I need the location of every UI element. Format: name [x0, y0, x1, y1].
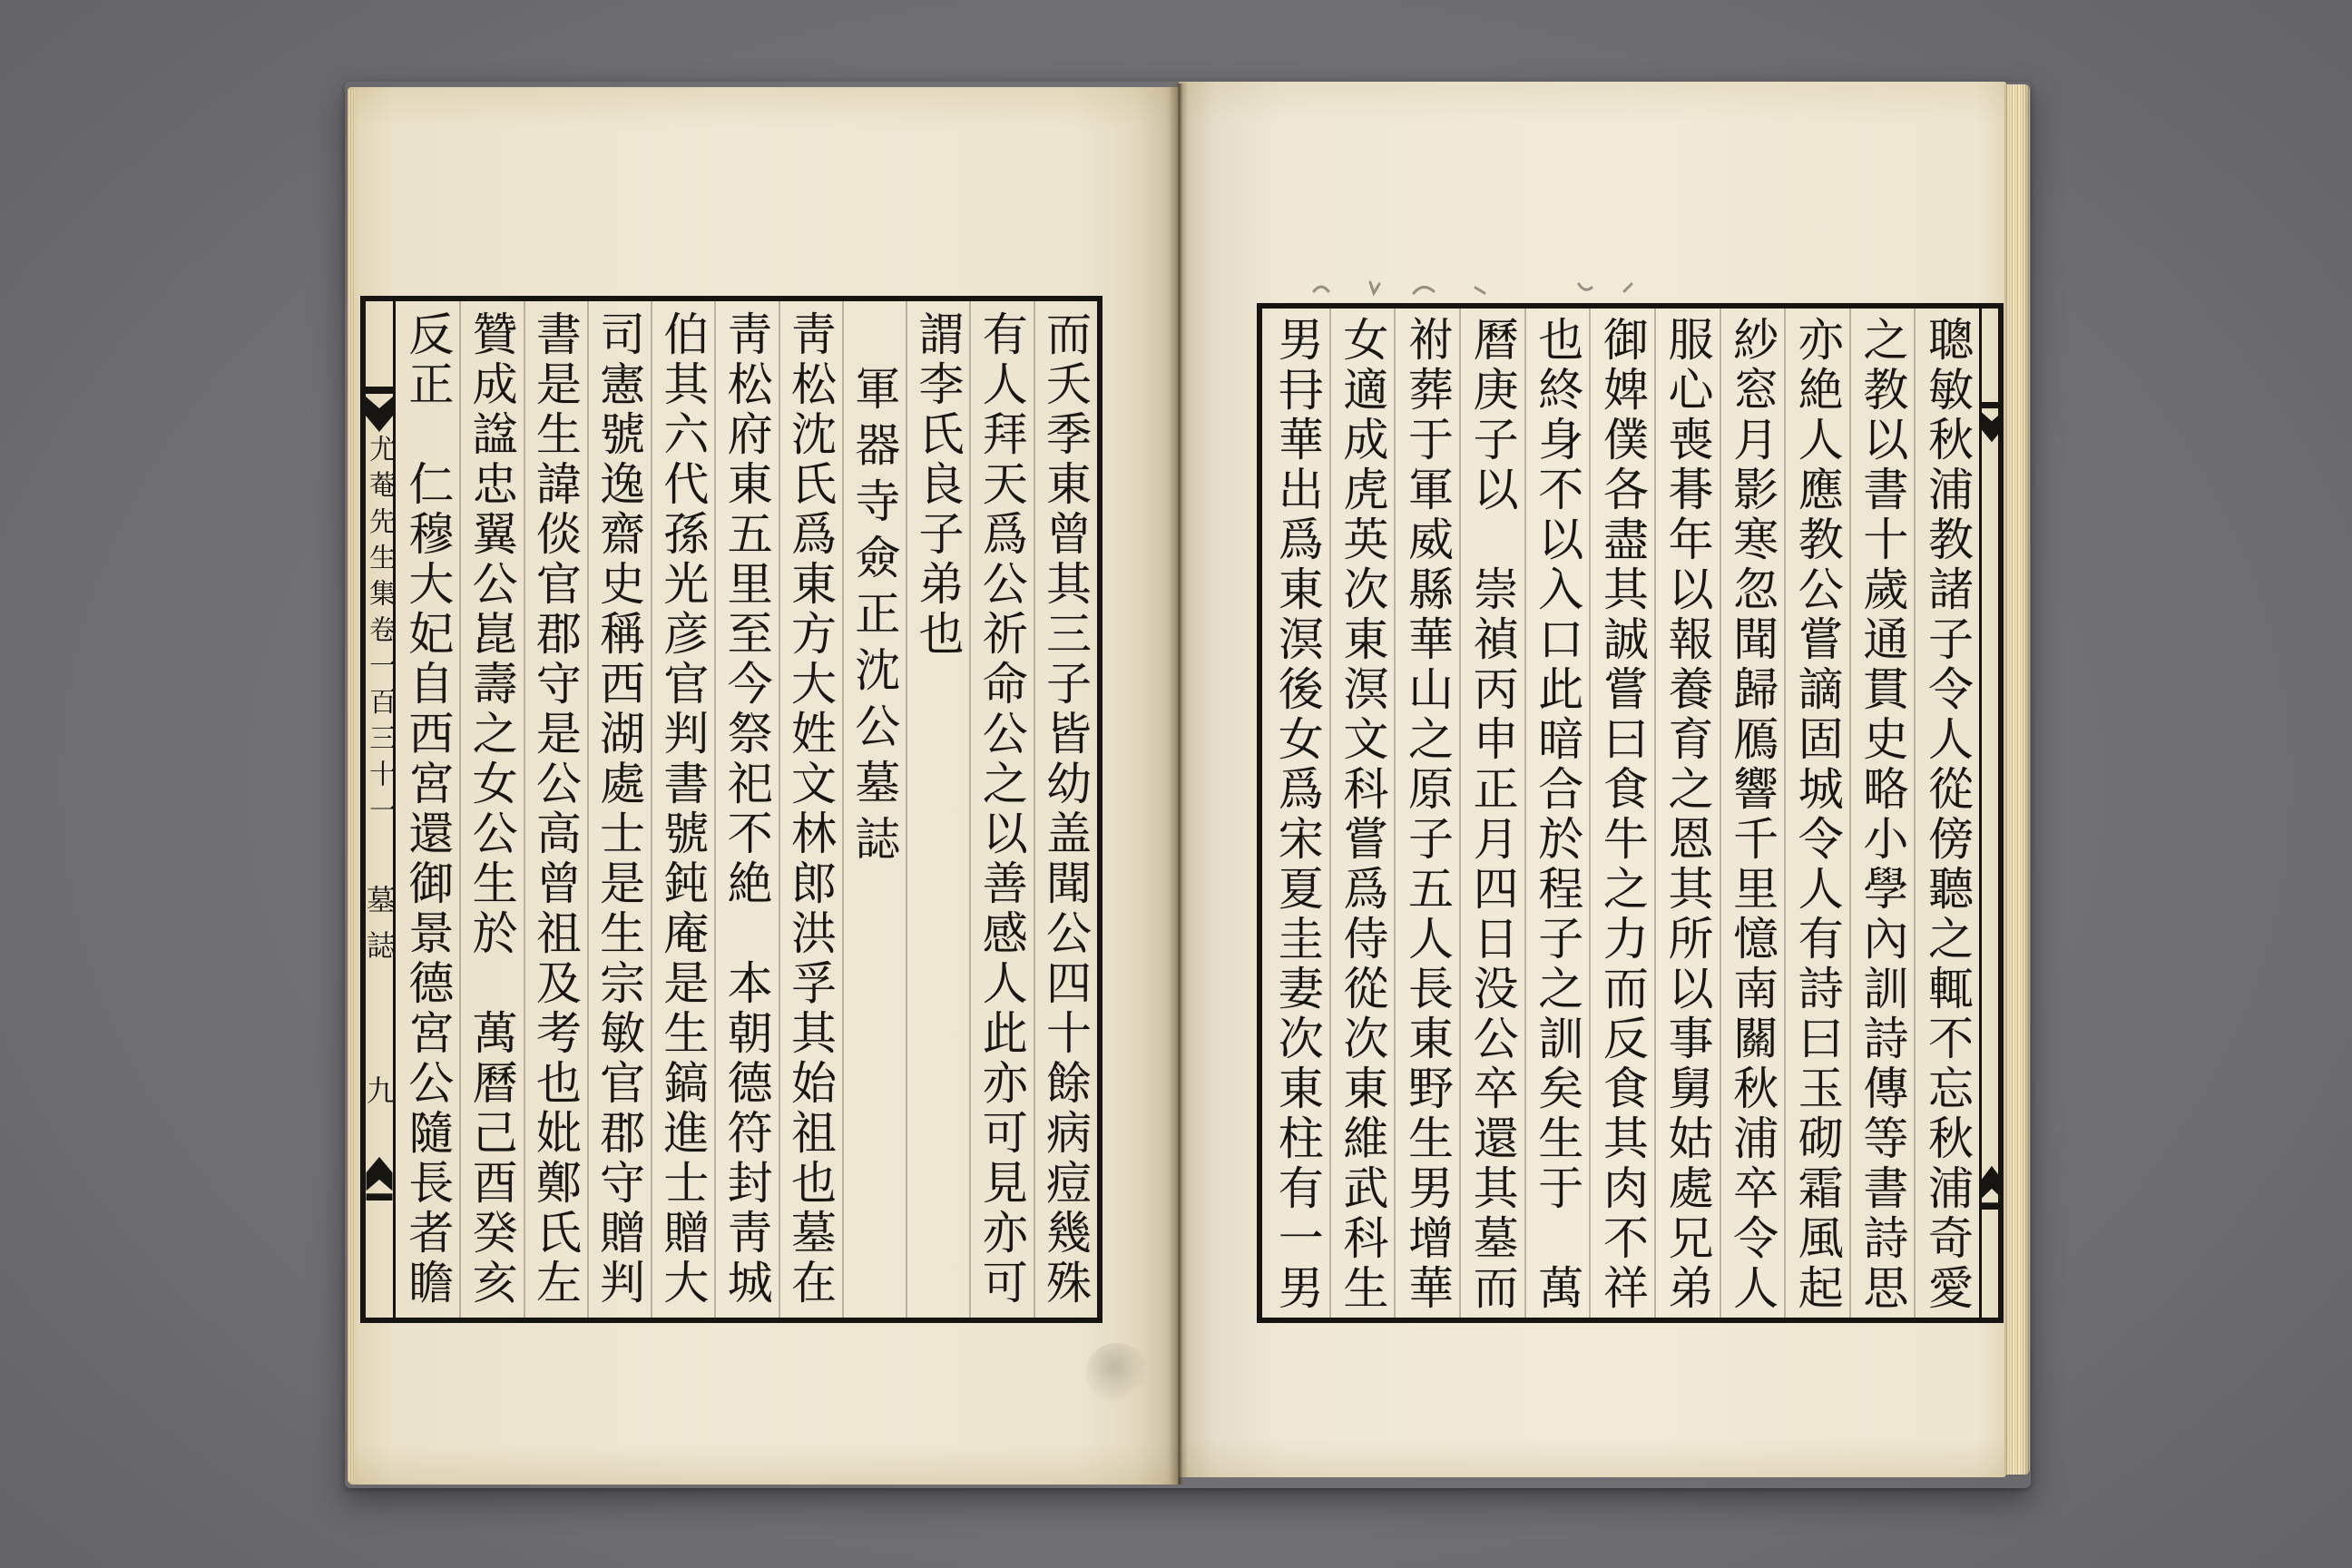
right-page-column-6: 御婢僕各盡其誠嘗曰食牛之力而反食其肉不祥 — [1589, 309, 1654, 1318]
banxin-section: 墓誌 — [362, 885, 397, 975]
left-page-column-1: 而夭季東曾其三子皆幼盖聞公四十餘病痘幾殊 — [1034, 301, 1097, 1318]
right-page-column-2: 之教以書十歲通貫史略小學內訓詩傳等書詩思 — [1849, 309, 1915, 1318]
left-text-columns — [396, 301, 1097, 1318]
left-page-column-11: 反正 仁穆大妃自西宮還御景德宮公隨長者瞻 — [401, 310, 455, 1308]
ink-smudge — [1085, 1343, 1149, 1403]
right-page-column-3: 亦絶人應教公嘗謫固城令人有詩曰玉砌霜風起 — [1784, 309, 1849, 1318]
right-page-column-11: 男冄華出爲東溟後女爲宋夏圭妻次東柱有一男 — [1270, 316, 1324, 1314]
banxin-page-number: 九 — [362, 1075, 397, 1104]
left-text-frame — [360, 296, 1102, 1323]
left-page-column-3: 謂李氏良子弟也 — [906, 301, 969, 1318]
right-page-column-4: 紗窓月影寒忽聞歸鴈響千里憶南關秋浦卒令人 — [1720, 309, 1785, 1318]
lower-fishtail-icon — [1980, 1164, 2004, 1210]
right-text-columns — [1262, 309, 1979, 1318]
left-page-column-7: 伯其六代孫光彦官判書號鈍庵是生鎬進士贈大 — [651, 301, 714, 1318]
lower-fishtail-icon — [366, 1155, 393, 1200]
left-page-column-2: 有人拜天爲公祈命公之以善感人此亦可見亦可 — [969, 301, 1033, 1318]
book-gutter-fold — [1169, 83, 1189, 1485]
banxin-column — [362, 301, 397, 1318]
epitaph-title: 軍器寺僉正沈公墓誌 — [842, 301, 906, 1318]
right-page-column-7: 也終身不以入口此暗合於程子之訓矣生于 萬 — [1524, 309, 1590, 1318]
fore-edge-page-stack — [2004, 84, 2030, 1475]
right-page-column-1: 聰敏秋浦教諸子令人從傍聽之輒不忘秋浦奇愛 — [1914, 309, 1979, 1318]
upper-fishtail-icon — [366, 387, 393, 434]
left-page-column-10: 贊成諡忠翼公崑壽之女公生於 萬曆己酉癸亥 — [459, 301, 523, 1318]
right-page-column-10: 女適成虎英次東溟文科嘗爲侍從次東維武科生 — [1329, 309, 1395, 1318]
left-page-column-9: 書是生諱倓官郡守是公高曾祖及考也妣鄭氏左 — [524, 301, 587, 1318]
banxin-title: 尤菴先生集卷一百三十一 — [364, 435, 396, 832]
upper-fishtail-icon — [1980, 402, 2004, 444]
left-page-edges — [348, 90, 355, 1482]
right-page-column-5: 服心喪朞年以報養育之恩其所以事舅姑處兄弟 — [1654, 309, 1720, 1318]
right-page-column-8: 曆庚子以 崇禎丙申正月四日没公卒還其墓而 — [1459, 309, 1524, 1318]
show-through-ink-marks — [1307, 275, 1651, 300]
banxin-half-strip — [1979, 309, 1998, 1318]
right-page-column-9: 祔葬于軍威縣華山之原子五人長東野生男增華 — [1394, 309, 1459, 1318]
left-page-column-5: 靑松沈氏爲東方大姓文林郎洪孚其始祖也墓在 — [779, 301, 842, 1318]
left-page-column-6: 靑松府東五里至今祭祀不絶 本朝德符封靑城 — [714, 301, 778, 1318]
right-text-frame — [1257, 303, 2004, 1323]
left-page-column-8: 司憲號逸齋史稱西湖處士是生宗敏官郡守贈判 — [587, 301, 651, 1318]
